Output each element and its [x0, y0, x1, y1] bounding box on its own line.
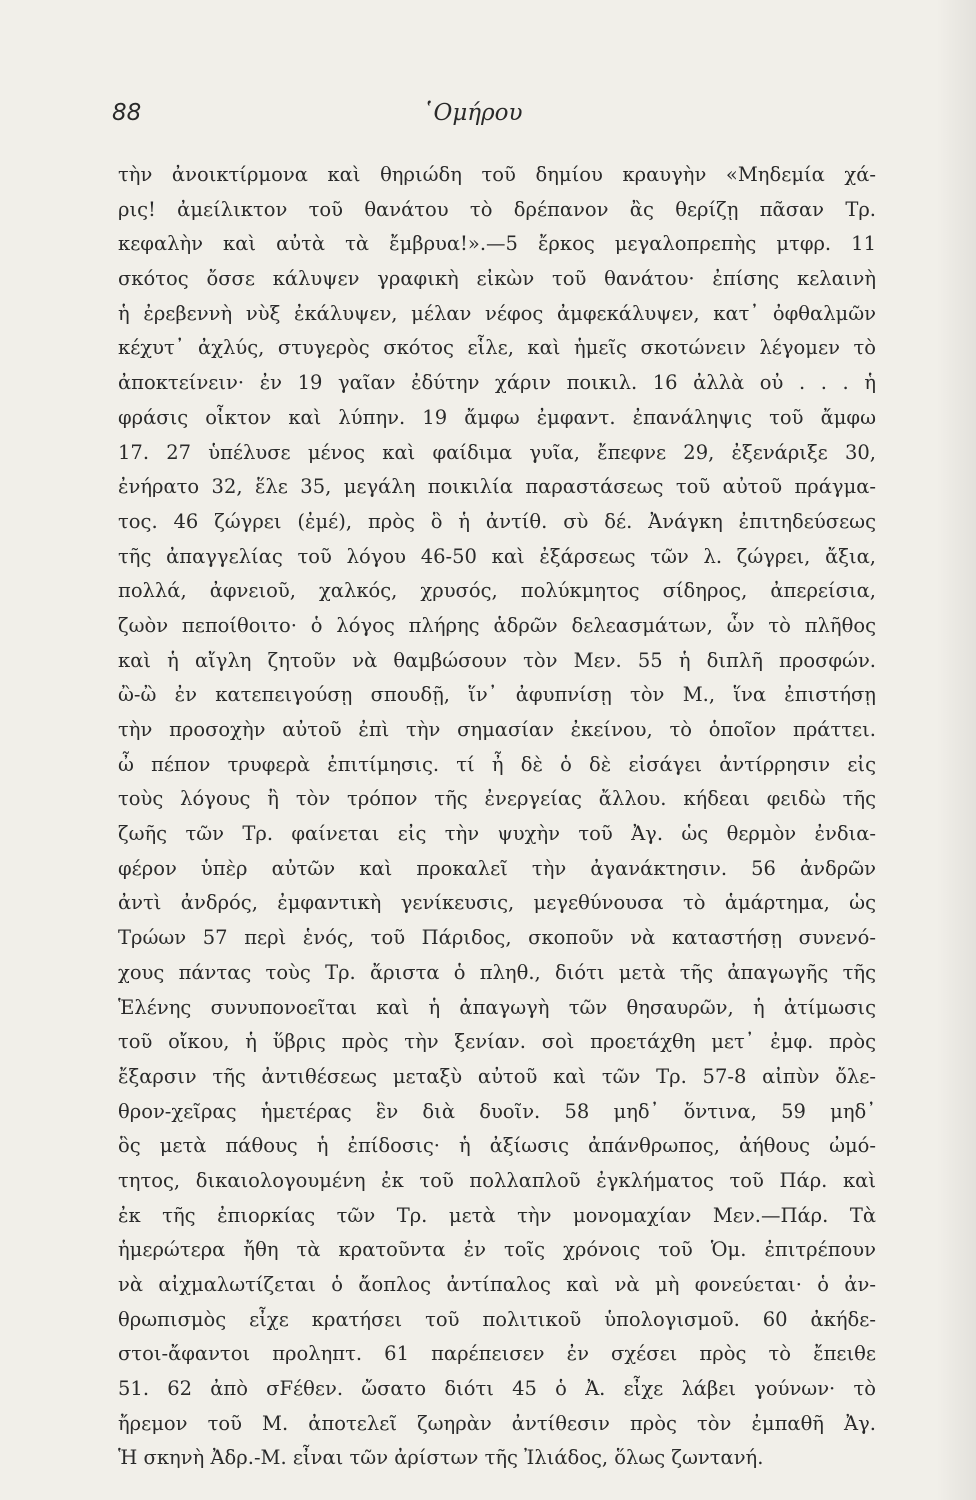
text-line: Τρώων 57 περὶ ἑνός, τοῦ Πάριδος, σκοποῦν νὰ καταστήσῃ συνενό-	[118, 926, 876, 950]
text-line: ἤρεμον τοῦ Μ. ἀποτελεῖ ζωηρὰν ἀντίθεσιν πρὸς τὸν ἐμπαθῆ Ἀγ.	[118, 1411, 876, 1435]
text-line: τὴν προσοχὴν αὐτοῦ ἐπὶ τὴν σημασίαν ἐκείνου, τὸ ὁποῖον πράττει.	[118, 718, 876, 741]
text-line: κεφαλὴν καὶ αὐτὰ τὰ ἔμβρυα!».—5 ἔρκος μεγαλοπρεπὴς μτφρ. 11	[118, 232, 876, 256]
page-edge-shadow	[936, 0, 976, 1500]
text-line: τοῦ οἴκου, ἡ ὕβρις πρὸς τὴν ξενίαν. σοὶ προετάχθη μετ᾽ ἐμφ. πρὸς	[118, 1030, 876, 1054]
text-line: θρωπισμὸς εἶχε κρατήσει τοῦ πολιτικοῦ ὑπολογισμοῦ. 60 ἀκήδε-	[118, 1307, 876, 1331]
text-line: κέχυτ᾽ ἀχλύς, στυγερὸς σκότος εἷλε, καὶ ἡμεῖς σκοτώνειν λέγομεν τὸ	[118, 336, 876, 360]
text-line: φέρον ὑπὲρ αὐτῶν καὶ προκαλεῖ τὴν ἀγανάκτησιν. 56 ἀνδρῶν	[118, 856, 876, 880]
text-line: σκότος ὄσσε κάλυψεν γραφικὴ εἰκὼν τοῦ θανάτου· ἐπίσης κελαινὴ	[118, 267, 876, 291]
text-line: ζωὸν πεποίθοιτο· ὁ λόγος πλήρης ἁδρῶν δελεασμάτων, ὧν τὸ πλῆθος	[118, 613, 876, 637]
text-line: καὶ ἡ αἴγλη ζητοῦν νὰ θαμβώσουν τὸν Μεν. 55 ἡ διπλῆ προσφών.	[118, 648, 876, 672]
text-line: φράσις οἶκτον καὶ λύπην. 19 ἄμφω ἐμφαντ. ἐπανάληψις τοῦ ἄμφω	[118, 405, 876, 429]
text-line: τοὺς λόγους ἢ τὸν τρόπον τῆς ἐνεργείας ἄλλου. κήδεαι φειδὼ τῆς	[118, 787, 876, 811]
text-line: τος. 46 ζώγρει (ἐμέ), πρὸς ὃ ἡ ἀντίθ. σὺ δέ. Ἀνάγκη ἐπιτηδεύσεως	[118, 509, 876, 533]
text-line: 51. 62 ἀπὸ σFέθεν. ὤσατο διότι 45 ὁ Ἀ. εἶχε λάβει γούνων· τὸ	[118, 1377, 876, 1401]
text-line: Ἑλένης συνυπονοεῖται καὶ ἡ ἀπαγωγὴ τῶν θησαυρῶν, ἡ ἀτίμωσις	[118, 995, 876, 1019]
text-line: ὢ-ὢ ἐν κατεπειγούσῃ σπουδῇ, ἵν᾽ ἀφυπνίσῃ τὸν Μ., ἵνα ἐπιστήσῃ	[118, 683, 876, 707]
text-line: τῆς ἀπαγγελίας τοῦ λόγου 46-50 καὶ ἐξάρσεως τῶν λ. ζώγρει, ἄξια,	[118, 544, 876, 568]
text-line: 17. 27 ὑπέλυσε μένος καὶ φαίδιμα γυῖα, ἔπεφνε 29, ἐξενάριξε 30,	[118, 440, 876, 464]
text-line: νὰ αἰχμαλωτίζεται ὁ ἄοπλος ἀντίπαλος καὶ νὰ μὴ φονεύεται· ὁ ἀν-	[118, 1273, 876, 1296]
running-head	[112, 100, 886, 136]
text-line: ἐκ τῆς ἐπιορκίας τῶν Τρ. μετὰ τὴν μονομαχίαν Μεν.—Πάρ. Τὰ	[118, 1203, 876, 1227]
text-line: ἔξαρσιν τῆς ἀντιθέσεως μεταξὺ αὐτοῦ καὶ τῶν Τρ. 57-8 αἰπὺν ὄλε-	[118, 1064, 876, 1088]
page-number: 88	[112, 100, 142, 126]
text-line: ἀντὶ ἀνδρός, ἐμφαντικὴ γενίκευσις, μεγεθύνουσα τὸ ἁμάρτημα, ὡς	[118, 891, 876, 915]
text-line: ζωῆς τῶν Τρ. φαίνεται εἰς τὴν ψυχὴν τοῦ Ἀγ. ὡς θερμὸν ἐνδια-	[118, 822, 876, 846]
text-line: ὦ πέπον τρυφερὰ ἐπιτίμησις. τί ἦ δὲ ὁ δὲ εἰσάγει ἀντίρρησιν εἰς	[118, 752, 876, 776]
text-line: ἡμερώτερα ἤθη τὰ κρατοῦντα ἐν τοῖς χρόνοις τοῦ Ὁμ. ἐπιτρέπουν	[118, 1238, 876, 1262]
running-title: ῾Ομήρου	[422, 100, 523, 126]
text-line: ἐνήρατο 32, ἕλε 35, μεγάλη ποικιλία παραστάσεως τοῦ αὐτοῦ πράγμα-	[118, 475, 876, 499]
text-line: χους πάντας τοὺς Τρ. ἄριστα ὁ πληθ., διότι μετὰ τῆς ἀπαγωγῆς τῆς	[118, 960, 876, 984]
text-line: πολλά, ἀφνειοῦ, χαλκός, χρυσός, πολύκμητος σίδηρος, ἀπερείσια,	[118, 579, 876, 603]
text-line: ἡ ἐρεβεννὴ νὺξ ἐκάλυψεν, μέλαν νέφος ἀμφεκάλυψεν, κατ᾽ ὀφθαλμῶν	[118, 301, 876, 325]
text-line: ρις! ἀμείλικτον τοῦ θανάτου τὸ δρέπανον ἂς θερίζῃ πᾶσαν Τρ.	[118, 197, 876, 221]
commentary-text	[118, 158, 876, 1476]
text-line: στοι-ἄφαντοι προληπτ. 61 παρέπεισεν ἐν σχέσει πρὸς τὸ ἔπειθε	[118, 1342, 876, 1366]
text-line: τὴν ἀνοικτίρμονα καὶ θηριώδη τοῦ δημίου κραυγὴν «Μηδεμία χά-	[118, 163, 876, 186]
text-line: ὃς μετὰ πάθους ἡ ἐπίδοσις· ἡ ἀξίωσις ἀπάνθρωπος, ἀήθους ὠμό-	[118, 1134, 876, 1158]
text-line: θρον-χεῖρας ἡμετέρας ἓν διὰ δυοῖν. 58 μηδ᾽ ὅντινα, 59 μηδ᾽	[118, 1099, 876, 1123]
text-line: τητος, δικαιολογουμένη ἐκ τοῦ πολλαπλοῦ ἐγκλήματος τοῦ Πάρ. καὶ	[118, 1168, 876, 1192]
text-line: Ἡ σκηνὴ Ἀδρ.-Μ. εἶναι τῶν ἀρίστων τῆς Ἰλιάδος, ὅλως ζωντανή.	[118, 1446, 764, 1470]
text-line: ἀποκτείνειν· ἐν 19 γαῖαν ἐδύτην χάριν ποικιλ. 16 ἀλλὰ οὐ . . . ἡ	[118, 371, 876, 395]
